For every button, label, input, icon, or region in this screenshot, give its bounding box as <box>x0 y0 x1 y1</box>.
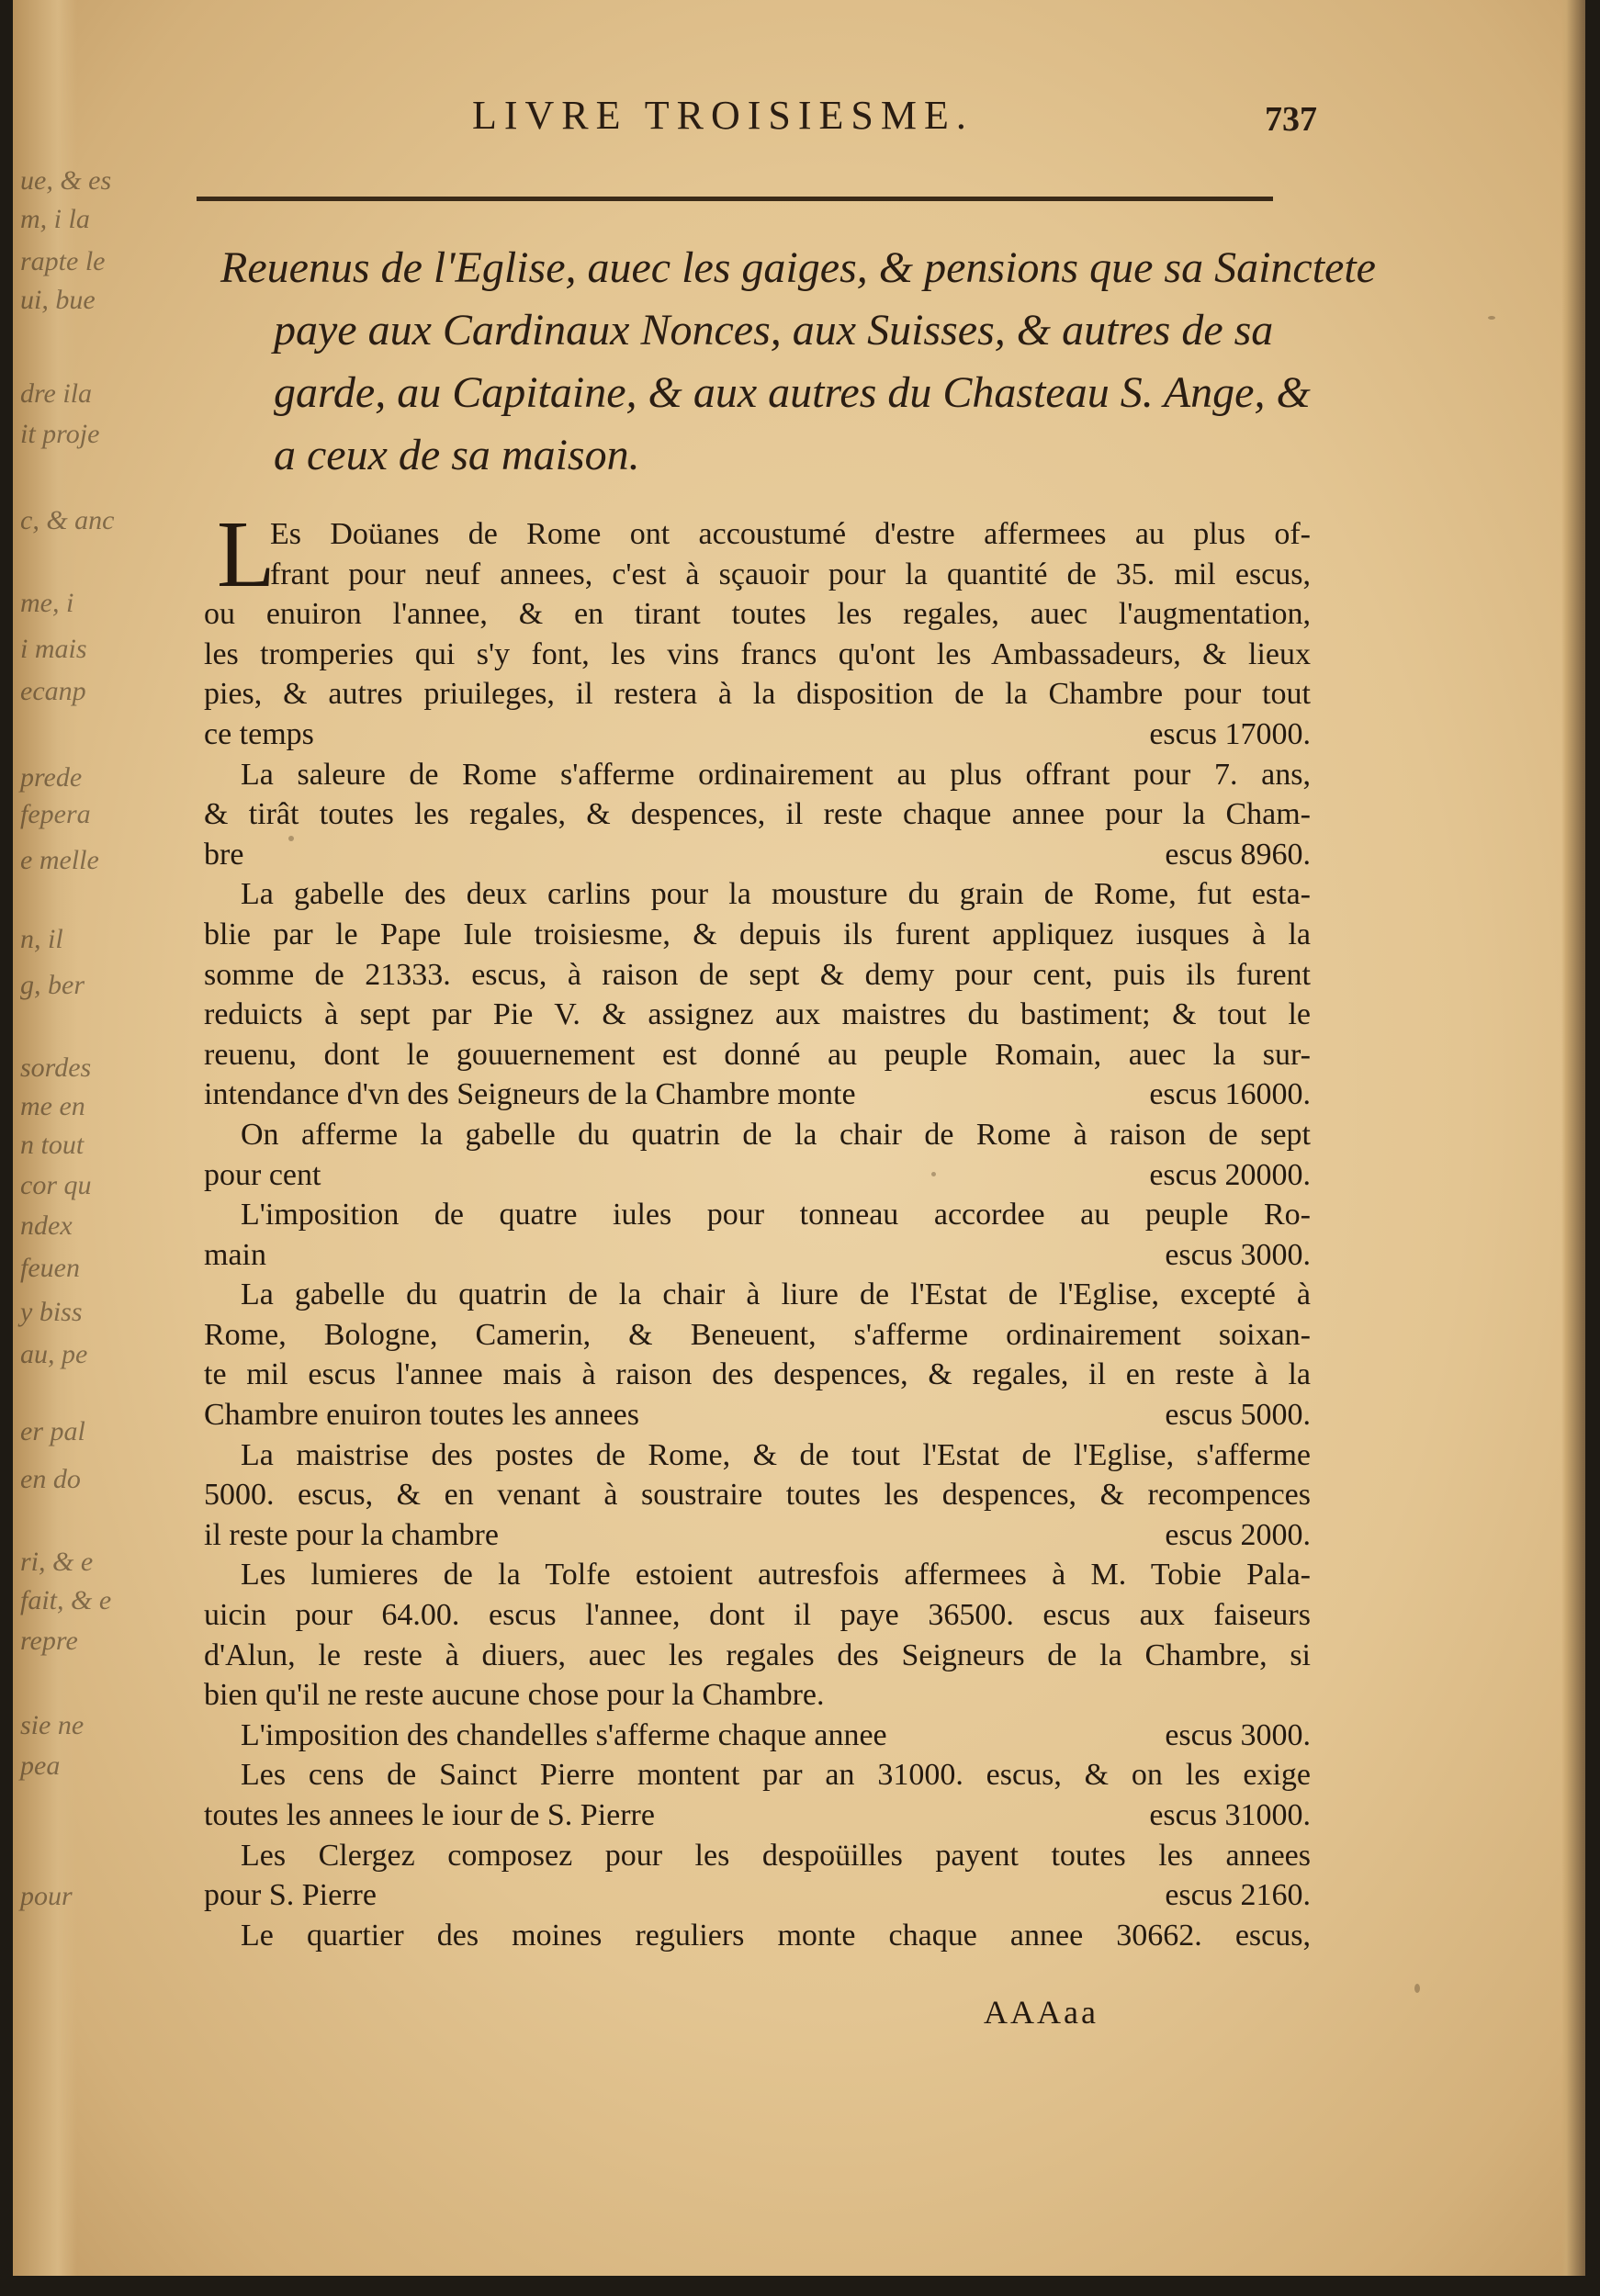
amount: escus 20000. <box>1149 1157 1311 1192</box>
amount: escus 2160. <box>1165 1878 1311 1913</box>
text-line: il reste pour la chambre <box>204 1517 499 1552</box>
margin-fragment: n, il <box>20 924 63 954</box>
text-line: main <box>204 1237 266 1272</box>
book-page <box>13 0 1585 2276</box>
margin-fragment: feuen <box>20 1253 80 1283</box>
title-line: garde, au Capitaine, & aux autres du Chasteau S. Ange, & <box>274 368 1311 417</box>
margin-fragment: y biss <box>20 1297 83 1327</box>
text-line: bien qu'il ne reste aucune chose pour la Chambre. <box>204 1678 825 1713</box>
text-line: pour cent <box>204 1157 321 1192</box>
margin-fragment: g, ber <box>20 970 85 1000</box>
text-line: reduicts à sept par Pie V. & assignez aux maistres du bastiment; & tout le <box>204 997 1311 1032</box>
margin-fragment: pour <box>20 1881 73 1911</box>
text-line: pour S. Pierre <box>204 1878 377 1913</box>
margin-fragment: pea <box>20 1750 61 1781</box>
margin-fragment: fait, & e <box>20 1585 112 1615</box>
paper-speck <box>931 1172 936 1176</box>
margin-fragment: me, i <box>20 588 74 618</box>
margin-fragment: au, pe <box>20 1339 88 1369</box>
amount: escus 16000. <box>1149 1077 1311 1112</box>
text-line: La maistrise des postes de Rome, & de tout l'Estat de l'Eglise, s'afferme <box>241 1437 1311 1472</box>
paper-speck <box>1414 1984 1420 1993</box>
text-line: 5000. escus, & en venant à soustraire toutes les despences, & recompences <box>204 1478 1311 1513</box>
margin-fragment: en do <box>20 1464 81 1494</box>
header-rule <box>197 197 1273 201</box>
text-line: te mil escus l'annee mais à raison des despences, & regales, il en reste à la <box>204 1357 1311 1392</box>
entry-total-line <box>204 1235 1311 1276</box>
amount: escus 3000. <box>1165 1237 1311 1272</box>
text-line: intendance d'vn des Seigneurs de la Chambre monte <box>204 1077 856 1112</box>
margin-fragment: sie ne <box>20 1710 85 1740</box>
margin-fragment: prede <box>20 762 83 793</box>
text-line: reuenu, dont le gouuernement est donné au peuple Romain, auec la sur- <box>204 1037 1311 1072</box>
entry-total-line <box>204 715 1311 755</box>
text-line: toutes les annees le iour de S. Pierre <box>204 1798 655 1832</box>
text-line: pies, & autres priuileges, il restera à la disposition de la Chambre pour tout <box>204 677 1311 712</box>
amount: escus 3000. <box>1165 1717 1311 1752</box>
entry-total-line <box>204 1716 1311 1756</box>
text-line: Chambre enuiron toutes les annees <box>204 1398 639 1433</box>
bleed-through-margin <box>13 0 115 2276</box>
text-line: La gabelle des deux carlins pour la mousture du grain de Rome, fut esta- <box>241 877 1311 912</box>
margin-fragment: i mais <box>20 634 87 664</box>
margin-fragment: rapte le <box>20 246 106 276</box>
text-line: les tromperies qui s'y font, les vins francs qu'ont les Ambassadeurs, & lieux <box>204 636 1311 671</box>
margin-fragment: ui, bue <box>20 285 96 315</box>
title-line: paye aux Cardinaux Nonces, aux Suisses, & autres de sa <box>274 306 1274 355</box>
margin-fragment: dre ila <box>20 378 93 409</box>
margin-fragment: me en <box>20 1091 85 1121</box>
text-line: Les lumieres de la Tolfe estoient autresfois affermees à M. Tobie Pala- <box>241 1558 1311 1593</box>
text-line: La gabelle du quatrin de la chair à liure de l'Estat de l'Eglise, excepté à <box>241 1277 1311 1312</box>
page-number: 737 <box>1265 100 1317 139</box>
entry-total-line <box>204 1395 1311 1435</box>
entry-total-line <box>204 1875 1311 1916</box>
paper-speck <box>1488 316 1495 320</box>
entry-total-line <box>204 1155 1311 1196</box>
margin-fragment: ndex <box>20 1210 73 1241</box>
drop-cap: L <box>217 501 276 607</box>
page-edge-shadow <box>1561 0 1585 2276</box>
margin-fragment: fepera <box>20 799 91 829</box>
margin-fragment: ue, & es <box>20 165 112 196</box>
margin-fragment: it proje <box>20 419 100 449</box>
running-head: LIVRE TROISIESME. <box>472 93 974 138</box>
text-line: uicin pour 64.00. escus l'annee, dont il paye 36500. escus aux faiseurs <box>204 1598 1311 1633</box>
page-header <box>197 92 1317 156</box>
text-line: Es Doüanes de Rome ont accoustumé d'estre affermees au plus of- <box>270 517 1311 551</box>
margin-fragment: e melle <box>20 845 99 875</box>
text-line: Les Clergez composez pour les despoüilles payent toutes les annees <box>241 1838 1311 1873</box>
margin-fragment: ri, & e <box>20 1547 94 1577</box>
amount: escus 5000. <box>1165 1398 1311 1433</box>
entry-total-line <box>204 1515 1311 1556</box>
text-line: Rome, Bologne, Camerin, & Beneuent, s'afferme ordinairement soixan- <box>204 1317 1311 1352</box>
entry-total-line <box>204 1075 1311 1115</box>
entry-total-line <box>204 1795 1311 1836</box>
margin-fragment: ecanp <box>20 676 86 706</box>
amount: escus 17000. <box>1149 716 1311 751</box>
margin-fragment: n tout <box>20 1130 85 1160</box>
margin-fragment: sordes <box>20 1052 92 1083</box>
text-line: L'imposition des chandelles s'afferme chaque annee <box>241 1717 887 1752</box>
amount: escus 8960. <box>1165 837 1311 872</box>
text-line: frant pour neuf annees, c'est à sçauoir pour la quantité de 35. mil escus, <box>270 557 1311 591</box>
paper-speck <box>288 836 294 841</box>
margin-fragment: c, & anc <box>20 505 115 535</box>
text-line: d'Alun, le reste à diuers, auec les regales des Seigneurs de la Chambre, si <box>204 1638 1311 1672</box>
signature-mark: AAAaa <box>984 1994 1099 2031</box>
text-line: L'imposition de quatre iules pour tonneau accordee au peuple Ro- <box>241 1198 1311 1232</box>
margin-fragment: m, i la <box>20 204 90 234</box>
text-line: somme de 21333. escus, à raison de sept & demy pour cent, puis ils furent <box>204 957 1311 992</box>
body-text <box>204 501 1311 1955</box>
amount: escus 2000. <box>1165 1517 1311 1552</box>
text-line: On afferme la gabelle du quatrin de la chair de Rome à raison de sept <box>241 1117 1311 1152</box>
title-line: Reuenus de l'Eglise, auec les gaiges, & pensions que sa Sainctete <box>220 243 1376 292</box>
text-line: bre <box>204 837 244 872</box>
margin-fragment: cor qu <box>20 1170 92 1200</box>
margin-fragment: er pal <box>20 1416 85 1446</box>
amount: escus 31000. <box>1149 1798 1311 1832</box>
text-line: blie par le Pape Iule troisiesme, & depuis ils furent appliquez iusques à la <box>204 917 1311 951</box>
text-line: & tirât toutes les regales, & despences, il reste chaque annee pour la Cham- <box>204 797 1311 832</box>
text-line: Le quartier des moines reguliers monte chaque annee 30662. escus, <box>241 1918 1311 1953</box>
text-line: La saleure de Rome s'afferme ordinairement au plus offrant pour 7. ans, <box>241 757 1311 792</box>
entry-total-line <box>204 835 1311 875</box>
text-line: Les cens de Sainct Pierre montent par an 31000. escus, & on les exige <box>241 1758 1311 1793</box>
section-title <box>220 237 1376 487</box>
text-line: ce temps <box>204 716 314 751</box>
title-line: a ceux de sa maison. <box>274 431 640 479</box>
text-line: ou enuiron l'annee, & en tirant toutes les regales, auec l'augmentation, <box>204 597 1311 632</box>
margin-fragment: repre <box>20 1626 78 1656</box>
